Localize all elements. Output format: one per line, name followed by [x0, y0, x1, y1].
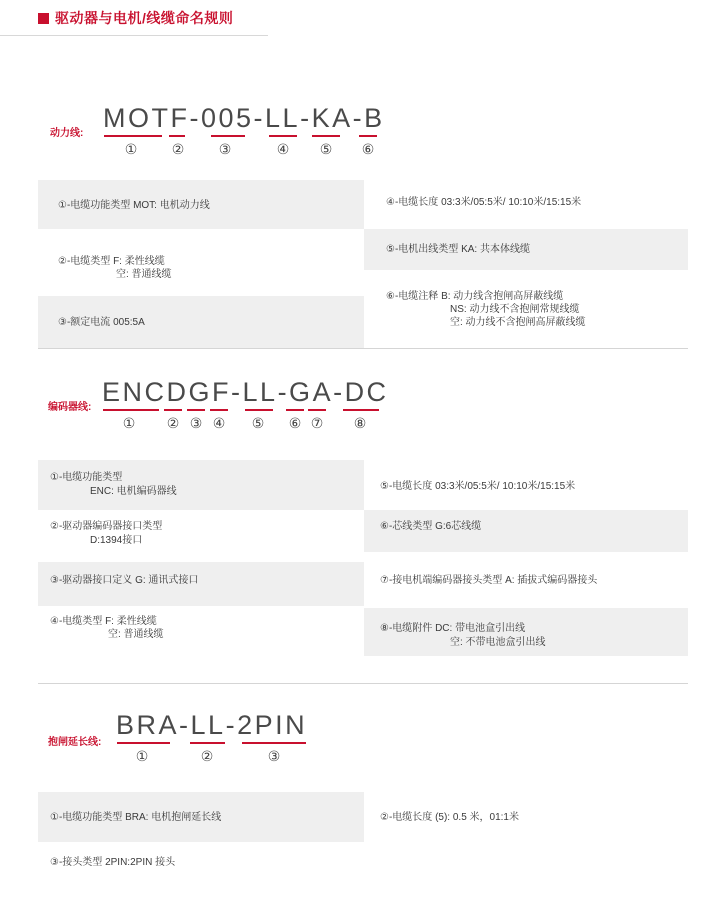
segment-number: ④ [212, 415, 226, 431]
spec-row [38, 180, 364, 229]
code-seg: DC [344, 377, 389, 407]
spec-text: ②-电缆长度 (5): 0.5 米，01:1米 [380, 812, 519, 823]
motor-code [103, 103, 385, 133]
encoder-cable-label: 编码器线: [48, 402, 92, 413]
segment-number: ① [122, 415, 136, 431]
spec-text: ④-电缆长度 03:3米/05:5米/ 10:10米/15:15米 [386, 197, 582, 208]
spec-row [38, 510, 364, 562]
segment-number: ⑤ [319, 141, 333, 157]
section-divider [38, 348, 688, 349]
spec-text: D:1394接口 [90, 535, 143, 546]
spec-text: ②-驱动器编码器接口类型 [50, 521, 163, 532]
code-seg: G [188, 377, 213, 407]
spec-text: ⑧-电缆附件 DC: 带电池盒引出线 [380, 623, 526, 634]
segment-underline [211, 135, 245, 137]
spec-row [38, 792, 364, 842]
spec-text: ④-电缆类型 F: 柔性线缆 [50, 616, 157, 627]
segment-underline [103, 409, 159, 411]
spec-row [364, 552, 688, 608]
header-square-marker [38, 13, 49, 24]
segment-underline [286, 409, 304, 411]
code-seg: - [225, 710, 238, 740]
spec-row [38, 296, 364, 348]
code-seg: -KA- [300, 103, 365, 133]
code-seg: -G [277, 377, 313, 407]
code-seg: - [179, 710, 191, 740]
segment-underline [245, 409, 273, 411]
segment-number: ⑤ [251, 415, 265, 431]
spec-text: NS: 动力线不含抱闸常规线缆 [450, 304, 580, 315]
page-title: 驱动器与电机/线缆命名规则 [55, 10, 234, 26]
code-seg: B [364, 103, 385, 133]
segment-underline [343, 409, 379, 411]
code-seg: -005- [189, 103, 266, 133]
code-seg: A- [312, 377, 345, 407]
motor-cable-label: 动力线: [50, 128, 84, 139]
encoder-code [102, 377, 389, 407]
spec-text: ⑤-电缆长度 03:3米/05:5米/ 10:10米/15:15米 [380, 481, 576, 492]
segment-number: ② [171, 141, 185, 157]
segment-number: ⑥ [288, 415, 302, 431]
spec-row [38, 606, 364, 656]
code-seg: F [170, 103, 190, 133]
spec-row [364, 229, 688, 270]
spec-text: ①-电缆功能类型 MOT: 电机动力线 [58, 200, 210, 211]
code-seg: 2PIN [237, 710, 308, 740]
code-seg: D [166, 377, 189, 407]
segment-number: ② [166, 415, 180, 431]
segment-underline [242, 742, 306, 744]
spec-row [364, 510, 688, 552]
spec-text: 空: 不带电池盒引出线 [450, 637, 546, 648]
spec-text: ⑦-接电机端编码器接头类型 A: 插拔式编码器接头 [380, 575, 598, 586]
segment-number: ② [200, 748, 214, 764]
segment-number: ⑧ [353, 415, 367, 431]
spec-text: ③-接头类型 2PIN:2PIN 接头 [50, 857, 176, 868]
segment-underline [104, 135, 162, 137]
spec-row [38, 842, 364, 882]
segment-number: ⑦ [310, 415, 324, 431]
segment-underline [190, 742, 225, 744]
section-divider [38, 683, 688, 684]
segment-number: ① [135, 748, 149, 764]
spec-text: ②-电缆类型 F: 柔性线缆 [58, 256, 165, 267]
spec-text: ①-电缆功能类型 [50, 472, 123, 483]
spec-text: ③-额定电流 005:5A [58, 317, 145, 328]
code-seg: LL [242, 377, 278, 407]
spec-text: 空: 动力线不含抱闸高屏蔽线缆 [450, 317, 586, 328]
segment-number: ⑥ [361, 141, 375, 157]
code-seg: ENC [102, 377, 167, 407]
spec-text: ⑤-电机出线类型 KA: 共本体线缆 [386, 244, 530, 255]
code-seg: LL [190, 710, 226, 740]
spec-text: 空: 普通线缆 [108, 629, 164, 640]
spec-text: ⑥-电缆注释 B: 动力线含抱闸高屏蔽线缆 [386, 291, 564, 302]
segment-number: ③ [267, 748, 281, 764]
brake-cable-label: 抱闸延长线: [48, 737, 102, 748]
spec-text: ③-驱动器接口定义 G: 通讯式接口 [50, 575, 199, 586]
segment-underline [169, 135, 185, 137]
spec-row [364, 460, 688, 510]
spec-row [364, 270, 688, 348]
code-seg: BRA [116, 710, 180, 740]
segment-number: ① [124, 141, 138, 157]
segment-underline [164, 409, 182, 411]
header-divider [0, 35, 268, 36]
brake-code [116, 710, 307, 740]
segment-underline [187, 409, 205, 411]
segment-underline [312, 135, 340, 137]
spec-text: ENC: 电机编码器线 [90, 486, 177, 497]
spec-row [38, 562, 364, 606]
page-header [38, 10, 233, 26]
spec-text: 空: 普通线缆 [116, 269, 172, 280]
segment-underline [210, 409, 228, 411]
segment-number: ④ [276, 141, 290, 157]
segment-underline [117, 742, 170, 744]
spec-row [38, 229, 364, 296]
code-seg: LL [265, 103, 301, 133]
segment-underline [308, 409, 326, 411]
spec-row [364, 792, 688, 842]
segment-underline [359, 135, 377, 137]
segment-number: ③ [218, 141, 232, 157]
spec-row [38, 460, 364, 510]
spec-row [364, 180, 688, 229]
code-seg: MOT [103, 103, 171, 133]
spec-text: ①-电缆功能类型 BRA: 电机抱闸延长线 [50, 812, 222, 823]
spec-row [364, 608, 688, 656]
segment-underline [269, 135, 297, 137]
code-seg: F- [212, 377, 243, 407]
segment-number: ③ [189, 415, 203, 431]
spec-text: ⑥-芯线类型 G:6芯线缆 [380, 521, 482, 532]
